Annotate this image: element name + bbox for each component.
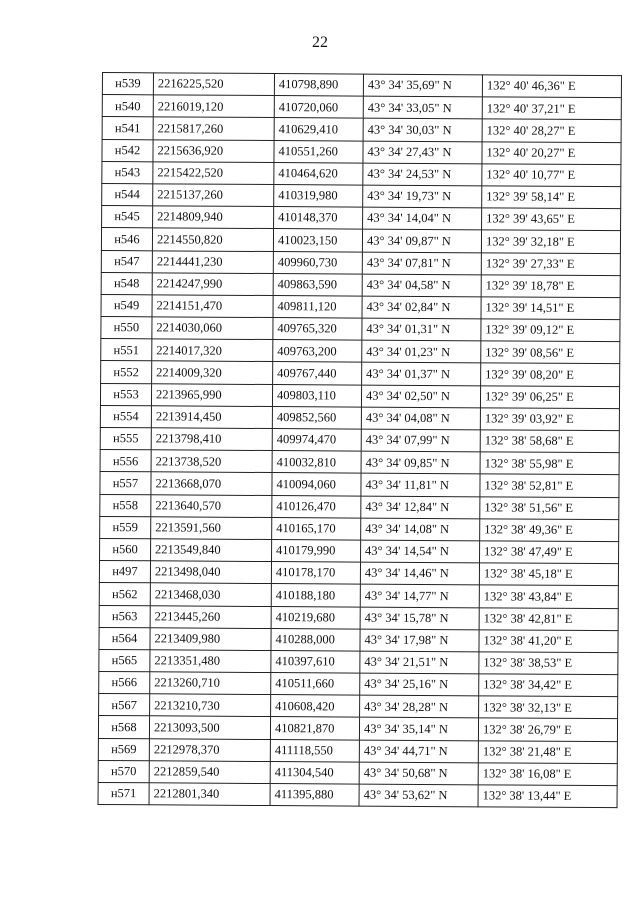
longitude-cell: 132° 38' 38,53" E <box>479 652 618 675</box>
table-row <box>102 183 621 208</box>
latitude-cell: 43° 34' 28,28" N <box>360 695 479 718</box>
longitude-cell: 132° 38' 58,68" E <box>480 430 619 453</box>
y-coordinate-cell: 410023,150 <box>273 229 362 252</box>
latitude-cell: 43° 34' 01,31" N <box>362 318 481 341</box>
longitude-cell: 132° 39' 43,65" E <box>482 208 621 231</box>
table-row <box>102 206 621 231</box>
y-coordinate-cell: 410188,180 <box>271 584 360 607</box>
longitude-cell: 132° 38' 52,81" E <box>480 474 619 497</box>
point-id-cell: н566 <box>99 672 150 694</box>
longitude-cell: 132° 39' 18,78" E <box>481 275 620 298</box>
y-coordinate-cell: 410608,420 <box>271 695 360 718</box>
latitude-cell: 43° 34' 33,05" N <box>363 96 482 119</box>
x-coordinate-cell: 2213093,500 <box>149 716 270 739</box>
y-coordinate-cell: 411395,880 <box>270 784 359 807</box>
table-row <box>100 427 619 452</box>
point-id-cell: н567 <box>99 694 150 716</box>
x-coordinate-cell: 2213914,450 <box>151 406 272 429</box>
x-coordinate-cell: 2216019,120 <box>153 95 274 118</box>
point-id-cell: н556 <box>100 450 151 472</box>
point-id-cell: н545 <box>102 206 153 228</box>
longitude-cell: 132° 39' 32,18" E <box>481 230 620 253</box>
table-row <box>102 139 621 164</box>
latitude-cell: 43° 34' 17,98" N <box>360 629 479 652</box>
table-row <box>98 782 617 807</box>
y-coordinate-cell: 409765,320 <box>273 318 362 341</box>
table-row <box>99 627 618 652</box>
latitude-cell: 43° 34' 14,54" N <box>361 540 480 563</box>
y-coordinate-cell: 409863,590 <box>273 273 362 296</box>
longitude-cell: 132° 38' 34,42" E <box>479 674 618 697</box>
latitude-cell: 43° 34' 02,50" N <box>361 385 480 408</box>
x-coordinate-cell: 2215422,520 <box>153 162 274 185</box>
table-row <box>102 95 621 120</box>
coordinates-table-container <box>98 72 580 808</box>
table-row <box>102 161 621 186</box>
longitude-cell: 132° 40' 46,36" E <box>482 75 621 98</box>
table-row <box>102 117 621 142</box>
x-coordinate-cell: 2213668,070 <box>151 472 272 495</box>
latitude-cell: 43° 34' 14,08" N <box>361 518 480 541</box>
x-coordinate-cell: 2213468,030 <box>150 583 271 606</box>
table-row <box>100 472 619 497</box>
point-id-cell: н563 <box>99 605 150 627</box>
latitude-cell: 43° 34' 14,46" N <box>360 562 479 585</box>
longitude-cell: 132° 38' 26,79" E <box>478 718 617 741</box>
y-coordinate-cell: 410397,610 <box>271 650 360 673</box>
y-coordinate-cell: 409811,120 <box>273 295 362 318</box>
x-coordinate-cell: 2214441,230 <box>152 250 273 273</box>
table-row <box>101 272 620 297</box>
latitude-cell: 43° 34' 50,68" N <box>359 762 478 785</box>
table-row <box>100 450 619 475</box>
table-row <box>100 538 619 563</box>
x-coordinate-cell: 2213965,990 <box>151 383 272 406</box>
y-coordinate-cell: 410720,060 <box>274 96 363 119</box>
x-coordinate-cell: 2212859,540 <box>149 761 270 784</box>
longitude-cell: 132° 40' 10,77" E <box>482 164 621 187</box>
point-id-cell: н569 <box>98 738 149 760</box>
latitude-cell: 43° 34' 44,71" N <box>359 740 478 763</box>
table-row <box>101 294 620 319</box>
table-row <box>101 339 620 364</box>
latitude-cell: 43° 34' 15,78" N <box>360 607 479 630</box>
latitude-cell: 43° 34' 25,16" N <box>360 673 479 696</box>
x-coordinate-cell: 2213591,560 <box>151 517 272 540</box>
y-coordinate-cell: 409960,730 <box>273 251 362 274</box>
point-id-cell: н558 <box>100 494 151 516</box>
x-coordinate-cell: 2213738,520 <box>151 450 272 473</box>
longitude-cell: 132° 38' 41,20" E <box>479 630 618 653</box>
y-coordinate-cell: 411304,540 <box>270 761 359 784</box>
x-coordinate-cell: 2213498,040 <box>150 561 271 584</box>
table-row <box>100 516 619 541</box>
latitude-cell: 43° 34' 35,14" N <box>359 718 478 741</box>
y-coordinate-cell: 410032,810 <box>272 451 361 474</box>
x-coordinate-cell: 2213549,840 <box>151 539 272 562</box>
longitude-cell: 132° 38' 32,13" E <box>479 696 618 719</box>
table-row <box>100 383 619 408</box>
table-row <box>100 405 619 430</box>
y-coordinate-cell: 410821,870 <box>270 717 359 740</box>
y-coordinate-cell: 410165,170 <box>272 517 361 540</box>
point-id-cell: н552 <box>101 361 152 383</box>
latitude-cell: 43° 34' 14,04" N <box>363 207 482 230</box>
y-coordinate-cell: 410094,060 <box>272 473 361 496</box>
table-row <box>100 494 619 519</box>
x-coordinate-cell: 2213260,710 <box>150 672 271 695</box>
point-id-cell: н557 <box>100 472 151 494</box>
longitude-cell: 132° 39' 27,33" E <box>481 252 620 275</box>
table-row <box>99 694 618 719</box>
point-id-cell: н549 <box>101 294 152 316</box>
y-coordinate-cell: 409763,200 <box>273 340 362 363</box>
longitude-cell: 132° 40' 20,27" E <box>482 141 621 164</box>
x-coordinate-cell: 2214151,470 <box>152 295 273 318</box>
point-id-cell: н547 <box>101 250 152 272</box>
table-row <box>99 561 618 586</box>
longitude-cell: 132° 38' 13,44" E <box>478 785 617 808</box>
point-id-cell: н554 <box>100 405 151 427</box>
point-id-cell: н570 <box>98 760 149 782</box>
x-coordinate-cell: 2214030,060 <box>152 317 273 340</box>
x-coordinate-cell: 2213445,260 <box>150 605 271 628</box>
y-coordinate-cell: 410126,470 <box>272 495 361 518</box>
x-coordinate-cell: 2212801,340 <box>149 783 270 806</box>
table-row <box>101 250 620 275</box>
latitude-cell: 43° 34' 01,23" N <box>362 340 481 363</box>
table-row <box>101 228 620 253</box>
latitude-cell: 43° 34' 27,43" N <box>363 141 482 164</box>
point-id-cell: н565 <box>99 649 150 671</box>
latitude-cell: 43° 34' 04,58" N <box>362 274 481 297</box>
latitude-cell: 43° 34' 35,69" N <box>363 74 482 97</box>
longitude-cell: 132° 39' 14,51" E <box>481 297 620 320</box>
latitude-cell: 43° 34' 02,84" N <box>362 296 481 319</box>
table-row <box>98 738 617 763</box>
longitude-cell: 132° 39' 03,92" E <box>480 408 619 431</box>
point-id-cell: н568 <box>98 716 149 738</box>
coordinates-table-body <box>98 73 621 808</box>
table-row <box>99 605 618 630</box>
y-coordinate-cell: 410178,170 <box>271 562 360 585</box>
longitude-cell: 132° 38' 42,81" E <box>479 607 618 630</box>
point-id-cell: н551 <box>101 339 152 361</box>
latitude-cell: 43° 34' 09,87" N <box>362 229 481 252</box>
x-coordinate-cell: 2213351,480 <box>150 650 271 673</box>
y-coordinate-cell: 410288,000 <box>271 628 360 651</box>
latitude-cell: 43° 34' 21,51" N <box>360 651 479 674</box>
x-coordinate-cell: 2214809,940 <box>153 206 274 229</box>
page-number: 22 <box>312 34 328 51</box>
point-id-cell: н539 <box>102 73 153 95</box>
latitude-cell: 43° 34' 19,73" N <box>363 185 482 208</box>
table-row <box>99 672 618 697</box>
point-id-cell: н555 <box>100 427 151 449</box>
point-id-cell: н564 <box>99 627 150 649</box>
longitude-cell: 132° 38' 55,98" E <box>480 452 619 475</box>
point-id-cell: н559 <box>100 516 151 538</box>
table-row <box>98 760 617 785</box>
point-id-cell: н562 <box>99 583 150 605</box>
latitude-cell: 43° 34' 09,85" N <box>361 451 480 474</box>
table-row <box>98 716 617 741</box>
point-id-cell: н550 <box>101 317 152 339</box>
longitude-cell: 132° 38' 21,48" E <box>478 740 617 763</box>
latitude-cell: 43° 34' 01,37" N <box>362 363 481 386</box>
longitude-cell: 132° 39' 08,56" E <box>481 341 620 364</box>
table-row <box>99 649 618 674</box>
longitude-cell: 132° 39' 06,25" E <box>480 385 619 408</box>
latitude-cell: 43° 34' 07,81" N <box>362 252 481 275</box>
point-id-cell: н542 <box>102 139 153 161</box>
point-id-cell: н560 <box>100 538 151 560</box>
y-coordinate-cell: 410219,680 <box>271 606 360 629</box>
y-coordinate-cell: 410319,980 <box>274 184 363 207</box>
x-coordinate-cell: 2214550,820 <box>152 228 273 251</box>
point-id-cell: н544 <box>102 183 153 205</box>
point-id-cell: н497 <box>99 561 150 583</box>
longitude-cell: 132° 38' 45,18" E <box>479 563 618 586</box>
point-id-cell: н548 <box>101 272 152 294</box>
latitude-cell: 43° 34' 53,62" N <box>359 784 478 807</box>
table-row <box>102 73 621 98</box>
x-coordinate-cell: 2215817,260 <box>153 117 274 140</box>
point-id-cell: н540 <box>102 95 153 117</box>
x-coordinate-cell: 2212978,370 <box>149 738 270 761</box>
longitude-cell: 132° 38' 16,08" E <box>478 763 617 786</box>
longitude-cell: 132° 40' 37,21" E <box>482 97 621 120</box>
latitude-cell: 43° 34' 04,08" N <box>361 407 480 430</box>
longitude-cell: 132° 38' 51,56" E <box>480 496 619 519</box>
latitude-cell: 43° 34' 24,53" N <box>363 163 482 186</box>
longitude-cell: 132° 39' 09,12" E <box>481 319 620 342</box>
latitude-cell: 43° 34' 14,77" N <box>360 584 479 607</box>
latitude-cell: 43° 34' 07,99" N <box>361 429 480 452</box>
x-coordinate-cell: 2214009,320 <box>152 361 273 384</box>
x-coordinate-cell: 2215137,260 <box>153 184 274 207</box>
x-coordinate-cell: 2213640,570 <box>151 494 272 517</box>
longitude-cell: 132° 39' 08,20" E <box>481 363 620 386</box>
y-coordinate-cell: 409803,110 <box>272 384 361 407</box>
point-id-cell: н571 <box>98 782 149 804</box>
longitude-cell: 132° 38' 43,84" E <box>479 585 618 608</box>
table-row <box>101 317 620 342</box>
x-coordinate-cell: 2214017,320 <box>152 339 273 362</box>
y-coordinate-cell: 410551,260 <box>274 140 363 163</box>
latitude-cell: 43° 34' 30,03" N <box>363 118 482 141</box>
coordinates-table <box>98 72 622 808</box>
longitude-cell: 132° 40' 28,27" E <box>482 119 621 142</box>
longitude-cell: 132° 39' 58,14" E <box>482 186 621 209</box>
longitude-cell: 132° 38' 47,49" E <box>480 541 619 564</box>
y-coordinate-cell: 410179,990 <box>272 539 361 562</box>
point-id-cell: н541 <box>102 117 153 139</box>
y-coordinate-cell: 410798,890 <box>274 74 363 97</box>
y-coordinate-cell: 410629,410 <box>274 118 363 141</box>
table-row <box>99 583 618 608</box>
x-coordinate-cell: 2213409,980 <box>150 627 271 650</box>
y-coordinate-cell: 410464,620 <box>274 162 363 185</box>
point-id-cell: н546 <box>101 228 152 250</box>
latitude-cell: 43° 34' 11,81" N <box>361 473 480 496</box>
x-coordinate-cell: 2213798,410 <box>151 428 272 451</box>
y-coordinate-cell: 409852,560 <box>272 406 361 429</box>
y-coordinate-cell: 410511,660 <box>271 673 360 696</box>
y-coordinate-cell: 409767,440 <box>273 362 362 385</box>
longitude-cell: 132° 38' 49,36" E <box>480 519 619 542</box>
x-coordinate-cell: 2213210,730 <box>150 694 271 717</box>
y-coordinate-cell: 410148,370 <box>274 207 363 230</box>
x-coordinate-cell: 2215636,920 <box>153 139 274 162</box>
latitude-cell: 43° 34' 12,84" N <box>361 496 480 519</box>
point-id-cell: н543 <box>102 161 153 183</box>
x-coordinate-cell: 2214247,990 <box>152 272 273 295</box>
point-id-cell: н553 <box>100 383 151 405</box>
y-coordinate-cell: 411118,550 <box>270 739 359 762</box>
table-row <box>101 361 620 386</box>
y-coordinate-cell: 409974,470 <box>272 429 361 452</box>
x-coordinate-cell: 2216225,520 <box>153 73 274 96</box>
